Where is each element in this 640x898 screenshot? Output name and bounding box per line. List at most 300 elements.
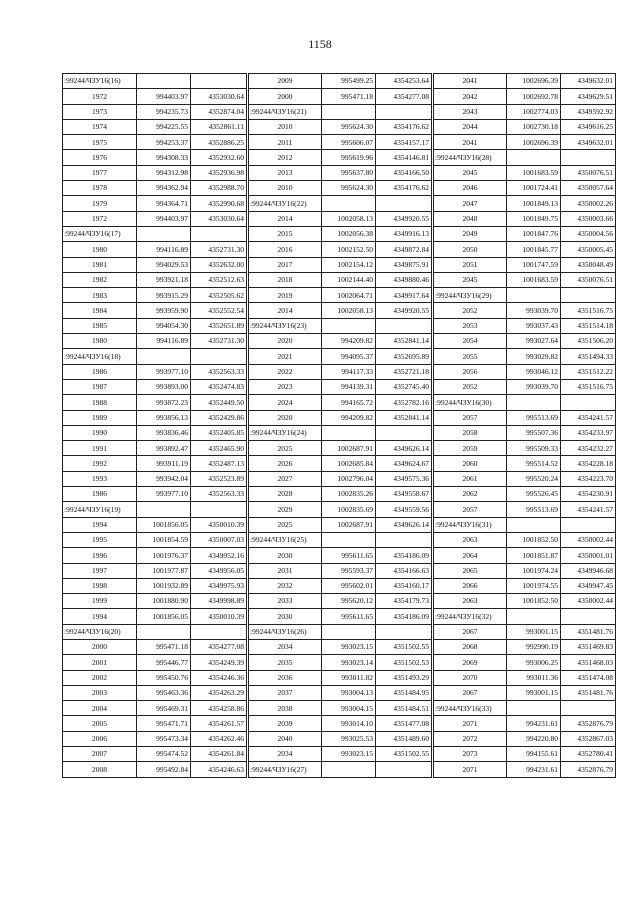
point-number-cell: 2071 bbox=[433, 762, 507, 777]
x-coordinate-cell: 994029.53 bbox=[137, 257, 191, 272]
y-coordinate-cell: 4354249.39 bbox=[191, 655, 248, 670]
y-coordinate-cell: 4354277.08 bbox=[191, 639, 248, 654]
point-number-cell: 2039 bbox=[248, 716, 322, 731]
point-number-cell: 2049 bbox=[433, 226, 507, 241]
x-coordinate-cell: 993037.43 bbox=[507, 318, 561, 333]
y-coordinate-cell: 4349946.68 bbox=[561, 563, 616, 578]
point-number-cell: 2052 bbox=[433, 303, 507, 318]
x-coordinate-cell: 993911.19 bbox=[137, 456, 191, 471]
table-row bbox=[63, 211, 616, 226]
table-row bbox=[63, 655, 616, 670]
table-row bbox=[63, 548, 616, 563]
point-number-cell: 2066 bbox=[433, 578, 507, 593]
table-row bbox=[63, 594, 616, 609]
x-coordinate-cell: 993027.64 bbox=[507, 334, 561, 349]
point-number-cell: 2061 bbox=[433, 471, 507, 486]
x-coordinate-cell: 993006.25 bbox=[507, 655, 561, 670]
y-coordinate-cell: 4354253.64 bbox=[376, 74, 433, 89]
empty-cell bbox=[322, 318, 376, 333]
x-coordinate-cell: 993892.47 bbox=[137, 441, 191, 456]
y-coordinate-cell: 4351469.83 bbox=[561, 639, 616, 654]
point-number-cell: 2067 bbox=[433, 624, 507, 639]
x-coordinate-cell: 994116.89 bbox=[137, 334, 191, 349]
point-number-cell: 1977 bbox=[63, 165, 137, 180]
y-coordinate-cell: 4349875.91 bbox=[376, 257, 433, 272]
y-coordinate-cell: 4349575.36 bbox=[376, 471, 433, 486]
table-row bbox=[63, 639, 616, 654]
point-number-cell: 2038 bbox=[248, 701, 322, 716]
parcel-header-cell: :99244/ЧЗУ16(29) bbox=[433, 288, 507, 303]
y-coordinate-cell: 4352874.04 bbox=[191, 104, 248, 119]
y-coordinate-cell: 4352632.00 bbox=[191, 257, 248, 272]
x-coordinate-cell: 994225.55 bbox=[137, 119, 191, 134]
point-number-cell: 2012 bbox=[248, 150, 322, 165]
x-coordinate-cell: 1002774.03 bbox=[507, 104, 561, 119]
table-row bbox=[63, 624, 616, 639]
parcel-header-cell: :99244/ЧЗУ16(19) bbox=[63, 502, 137, 517]
x-coordinate-cell: 994364.71 bbox=[137, 196, 191, 211]
x-coordinate-cell: 994165.72 bbox=[322, 395, 376, 410]
point-number-cell: 2019 bbox=[248, 288, 322, 303]
table-row bbox=[63, 165, 616, 180]
x-coordinate-cell: 995637.80 bbox=[322, 165, 376, 180]
point-number-cell: 2025 bbox=[248, 441, 322, 456]
point-number-cell: 2034 bbox=[248, 639, 322, 654]
x-coordinate-cell: 1001852.50 bbox=[507, 594, 561, 609]
point-number-cell: 2063 bbox=[433, 532, 507, 547]
table-row bbox=[63, 762, 616, 777]
point-number-cell: 2000 bbox=[248, 89, 322, 104]
y-coordinate-cell: 4352936.98 bbox=[191, 165, 248, 180]
y-coordinate-cell: 4352731.30 bbox=[191, 242, 248, 257]
x-coordinate-cell: 995520.24 bbox=[507, 471, 561, 486]
x-coordinate-cell: 993942.04 bbox=[137, 471, 191, 486]
x-coordinate-cell: 995602.01 bbox=[322, 578, 376, 593]
point-number-cell: 2002 bbox=[63, 670, 137, 685]
table-row bbox=[63, 487, 616, 502]
empty-cell bbox=[376, 624, 433, 639]
y-coordinate-cell: 4352465.90 bbox=[191, 441, 248, 456]
y-coordinate-cell: 4352512.63 bbox=[191, 272, 248, 287]
point-number-cell: 1981 bbox=[63, 257, 137, 272]
x-coordinate-cell: 993915.29 bbox=[137, 288, 191, 303]
y-coordinate-cell: 4354262.46 bbox=[191, 731, 248, 746]
x-coordinate-cell: 994117.33 bbox=[322, 364, 376, 379]
x-coordinate-cell: 994231.61 bbox=[507, 716, 561, 731]
empty-cell bbox=[137, 624, 191, 639]
y-coordinate-cell: 4351516.75 bbox=[561, 379, 616, 394]
parcel-header-cell: :99244/ЧЗУ16(30) bbox=[433, 395, 507, 410]
table-row bbox=[63, 441, 616, 456]
point-number-cell: 2014 bbox=[248, 303, 322, 318]
y-coordinate-cell: 4352505.62 bbox=[191, 288, 248, 303]
x-coordinate-cell: 1002058.13 bbox=[322, 303, 376, 318]
point-number-cell: 2034 bbox=[248, 747, 322, 762]
y-coordinate-cell: 4352782.16 bbox=[376, 395, 433, 410]
x-coordinate-cell: 993977.10 bbox=[137, 364, 191, 379]
point-number-cell: 2073 bbox=[433, 747, 507, 762]
y-coordinate-cell: 4352861.11 bbox=[191, 119, 248, 134]
y-coordinate-cell: 4352886.25 bbox=[191, 135, 248, 150]
point-number-cell: 2060 bbox=[433, 456, 507, 471]
x-coordinate-cell: 1001724.41 bbox=[507, 181, 561, 196]
x-coordinate-cell: 994220.80 bbox=[507, 731, 561, 746]
point-number-cell: 2046 bbox=[433, 181, 507, 196]
y-coordinate-cell: 4352867.03 bbox=[561, 731, 616, 746]
y-coordinate-cell: 4354176.62 bbox=[376, 119, 433, 134]
empty-cell bbox=[191, 502, 248, 517]
x-coordinate-cell: 993921.18 bbox=[137, 272, 191, 287]
y-coordinate-cell: 4351477.08 bbox=[376, 716, 433, 731]
x-coordinate-cell: 995446.77 bbox=[137, 655, 191, 670]
y-coordinate-cell: 4349592.92 bbox=[561, 104, 616, 119]
point-number-cell: 1999 bbox=[63, 594, 137, 609]
parcel-header-cell: :99244/ЧЗУ16(20) bbox=[63, 624, 137, 639]
x-coordinate-cell: 994403.97 bbox=[137, 89, 191, 104]
point-number-cell: 2025 bbox=[248, 517, 322, 532]
x-coordinate-cell: 993029.82 bbox=[507, 349, 561, 364]
page-number: 1158 bbox=[308, 37, 332, 51]
x-coordinate-cell: 1002796.04 bbox=[322, 471, 376, 486]
point-number-cell: 2053 bbox=[433, 318, 507, 333]
y-coordinate-cell: 4349632.01 bbox=[561, 135, 616, 150]
x-coordinate-cell: 1001856.05 bbox=[137, 609, 191, 624]
point-number-cell: 1974 bbox=[63, 119, 137, 134]
parcel-header-cell: :99244/ЧЗУ16(26) bbox=[248, 624, 322, 639]
y-coordinate-cell: 4352552.54 bbox=[191, 303, 248, 318]
y-coordinate-cell: 4349616.25 bbox=[561, 119, 616, 134]
point-number-cell: 2010 bbox=[248, 181, 322, 196]
empty-cell bbox=[507, 701, 561, 716]
point-number-cell: 1986 bbox=[63, 487, 137, 502]
table-row bbox=[63, 517, 616, 532]
y-coordinate-cell: 4349559.56 bbox=[376, 502, 433, 517]
y-coordinate-cell: 4354258.86 bbox=[191, 701, 248, 716]
table-row bbox=[63, 226, 616, 241]
y-coordinate-cell: 4354176.62 bbox=[376, 181, 433, 196]
y-coordinate-cell: 4351468.03 bbox=[561, 655, 616, 670]
point-number-cell: 2045 bbox=[433, 272, 507, 287]
x-coordinate-cell: 1001856.05 bbox=[137, 517, 191, 532]
point-number-cell: 2052 bbox=[433, 379, 507, 394]
y-coordinate-cell: 4350002.44 bbox=[561, 532, 616, 547]
y-coordinate-cell: 4354166.50 bbox=[376, 165, 433, 180]
point-number-cell: 1988 bbox=[63, 395, 137, 410]
point-number-cell: 2035 bbox=[248, 655, 322, 670]
x-coordinate-cell: 995474.52 bbox=[137, 747, 191, 762]
x-coordinate-cell: 995507.36 bbox=[507, 425, 561, 440]
x-coordinate-cell: 1001847.76 bbox=[507, 226, 561, 241]
x-coordinate-cell: 995624.30 bbox=[322, 181, 376, 196]
point-number-cell: 2056 bbox=[433, 364, 507, 379]
x-coordinate-cell: 1002730.18 bbox=[507, 119, 561, 134]
y-coordinate-cell: 4354157.17 bbox=[376, 135, 433, 150]
x-coordinate-cell: 995513.69 bbox=[507, 410, 561, 425]
empty-cell bbox=[561, 609, 616, 624]
table-row bbox=[63, 272, 616, 287]
point-number-cell: 2069 bbox=[433, 655, 507, 670]
parcel-header-cell: :99244/ЧЗУ16(25) bbox=[248, 532, 322, 547]
y-coordinate-cell: 4351484.51 bbox=[376, 701, 433, 716]
point-number-cell: 2072 bbox=[433, 731, 507, 746]
point-number-cell: 1996 bbox=[63, 548, 137, 563]
x-coordinate-cell: 995509.33 bbox=[507, 441, 561, 456]
table-row bbox=[63, 716, 616, 731]
point-number-cell: 2020 bbox=[248, 410, 322, 425]
empty-cell bbox=[322, 624, 376, 639]
x-coordinate-cell: 995463.36 bbox=[137, 685, 191, 700]
y-coordinate-cell: 4354186.09 bbox=[376, 609, 433, 624]
parcel-header-cell: :99244/ЧЗУ16(31) bbox=[433, 517, 507, 532]
table-row bbox=[63, 731, 616, 746]
point-number-cell: 1987 bbox=[63, 379, 137, 394]
x-coordinate-cell: 995471.18 bbox=[137, 639, 191, 654]
y-coordinate-cell: 4354179.73 bbox=[376, 594, 433, 609]
point-number-cell: 2055 bbox=[433, 349, 507, 364]
y-coordinate-cell: 4351481.76 bbox=[561, 685, 616, 700]
parcel-header-cell: :99244/ЧЗУ16(28) bbox=[433, 150, 507, 165]
x-coordinate-cell: 993004.13 bbox=[322, 685, 376, 700]
parcel-header-cell: :99244/ЧЗУ16(23) bbox=[248, 318, 322, 333]
point-number-cell: 2050 bbox=[433, 242, 507, 257]
x-coordinate-cell: 1001849.13 bbox=[507, 196, 561, 211]
table-row bbox=[63, 471, 616, 486]
y-coordinate-cell: 4354246.63 bbox=[191, 762, 248, 777]
y-coordinate-cell: 4352876.79 bbox=[561, 762, 616, 777]
y-coordinate-cell: 4350002.44 bbox=[561, 594, 616, 609]
empty-cell bbox=[322, 104, 376, 119]
y-coordinate-cell: 4349917.64 bbox=[376, 288, 433, 303]
table-row bbox=[63, 74, 616, 89]
table-row bbox=[63, 288, 616, 303]
table-row bbox=[63, 257, 616, 272]
table-row bbox=[63, 532, 616, 547]
y-coordinate-cell: 4354228.18 bbox=[561, 456, 616, 471]
y-coordinate-cell: 4354232.27 bbox=[561, 441, 616, 456]
y-coordinate-cell: 4353030.64 bbox=[191, 89, 248, 104]
table-row bbox=[63, 303, 616, 318]
table-row bbox=[63, 609, 616, 624]
point-number-cell: 1976 bbox=[63, 150, 137, 165]
y-coordinate-cell: 4350057.64 bbox=[561, 181, 616, 196]
table-row bbox=[63, 563, 616, 578]
point-number-cell: 2051 bbox=[433, 257, 507, 272]
point-number-cell: 2040 bbox=[248, 731, 322, 746]
x-coordinate-cell: 1001683.59 bbox=[507, 165, 561, 180]
empty-cell bbox=[561, 701, 616, 716]
point-number-cell: 2018 bbox=[248, 272, 322, 287]
x-coordinate-cell: 1002696.39 bbox=[507, 74, 561, 89]
parcel-header-cell: :99244/ЧЗУ16(18) bbox=[63, 349, 137, 364]
table-row bbox=[63, 318, 616, 333]
y-coordinate-cell: 4354230.91 bbox=[561, 487, 616, 502]
y-coordinate-cell: 4352731.30 bbox=[191, 334, 248, 349]
x-coordinate-cell: 994403.97 bbox=[137, 211, 191, 226]
point-number-cell: 1986 bbox=[63, 364, 137, 379]
y-coordinate-cell: 4354146.81 bbox=[376, 150, 433, 165]
point-number-cell: 2064 bbox=[433, 548, 507, 563]
parcel-header-cell: :99244/ЧЗУ16(16) bbox=[63, 74, 137, 89]
y-coordinate-cell: 4354246.36 bbox=[191, 670, 248, 685]
y-coordinate-cell: 4354186.09 bbox=[376, 548, 433, 563]
point-number-cell: 2027 bbox=[248, 471, 322, 486]
y-coordinate-cell: 4354223.70 bbox=[561, 471, 616, 486]
y-coordinate-cell: 4349998.89 bbox=[191, 594, 248, 609]
y-coordinate-cell: 4354277.08 bbox=[376, 89, 433, 104]
y-coordinate-cell: 4352932.60 bbox=[191, 150, 248, 165]
y-coordinate-cell: 4349920.55 bbox=[376, 211, 433, 226]
point-number-cell: 1990 bbox=[63, 425, 137, 440]
x-coordinate-cell: 1001977.87 bbox=[137, 563, 191, 578]
empty-cell bbox=[507, 517, 561, 532]
x-coordinate-cell: 993959.90 bbox=[137, 303, 191, 318]
y-coordinate-cell: 4352563.33 bbox=[191, 487, 248, 502]
y-coordinate-cell: 4352780.41 bbox=[561, 747, 616, 762]
y-coordinate-cell: 4352876.79 bbox=[561, 716, 616, 731]
y-coordinate-cell: 4349626.14 bbox=[376, 517, 433, 532]
parcel-header-cell: :99244/ЧЗУ16(22) bbox=[248, 196, 322, 211]
point-number-cell: 1972 bbox=[63, 211, 137, 226]
x-coordinate-cell: 993023.14 bbox=[322, 655, 376, 670]
point-number-cell: 2020 bbox=[248, 334, 322, 349]
x-coordinate-cell: 1002058.13 bbox=[322, 211, 376, 226]
point-number-cell: 1982 bbox=[63, 272, 137, 287]
y-coordinate-cell: 4352695.89 bbox=[376, 349, 433, 364]
x-coordinate-cell: 993836.46 bbox=[137, 425, 191, 440]
point-number-cell: 1980 bbox=[63, 242, 137, 257]
point-number-cell: 1972 bbox=[63, 89, 137, 104]
table-row bbox=[63, 685, 616, 700]
point-number-cell: 2010 bbox=[248, 119, 322, 134]
x-coordinate-cell: 994235.73 bbox=[137, 104, 191, 119]
point-number-cell: 2041 bbox=[433, 135, 507, 150]
empty-cell bbox=[191, 226, 248, 241]
empty-cell bbox=[507, 395, 561, 410]
y-coordinate-cell: 4354166.63 bbox=[376, 563, 433, 578]
x-coordinate-cell: 1002835.69 bbox=[322, 502, 376, 517]
table-row bbox=[63, 334, 616, 349]
x-coordinate-cell: 1002056.38 bbox=[322, 226, 376, 241]
y-coordinate-cell: 4349626.14 bbox=[376, 441, 433, 456]
x-coordinate-cell: 995450.76 bbox=[137, 670, 191, 685]
x-coordinate-cell: 995619.96 bbox=[322, 150, 376, 165]
point-number-cell: 2054 bbox=[433, 334, 507, 349]
empty-cell bbox=[322, 762, 376, 777]
x-coordinate-cell: 995620.12 bbox=[322, 594, 376, 609]
x-coordinate-cell: 1002154.12 bbox=[322, 257, 376, 272]
y-coordinate-cell: 4350010.39 bbox=[191, 517, 248, 532]
point-number-cell: 2028 bbox=[248, 487, 322, 502]
x-coordinate-cell: 994116.89 bbox=[137, 242, 191, 257]
x-coordinate-cell: 995514.52 bbox=[507, 456, 561, 471]
point-number-cell: 1979 bbox=[63, 196, 137, 211]
parcel-header-cell: :99244/ЧЗУ16(21) bbox=[248, 104, 322, 119]
x-coordinate-cell: 1001747.59 bbox=[507, 257, 561, 272]
y-coordinate-cell: 4352405.85 bbox=[191, 425, 248, 440]
point-number-cell: 2008 bbox=[63, 762, 137, 777]
table-row bbox=[63, 364, 616, 379]
x-coordinate-cell: 994209.82 bbox=[322, 334, 376, 349]
x-coordinate-cell: 995513.69 bbox=[507, 502, 561, 517]
point-number-cell: 2057 bbox=[433, 410, 507, 425]
table-row bbox=[63, 89, 616, 104]
x-coordinate-cell: 994312.98 bbox=[137, 165, 191, 180]
empty-cell bbox=[191, 74, 248, 89]
x-coordinate-cell: 993856.13 bbox=[137, 410, 191, 425]
point-number-cell: 1980 bbox=[63, 334, 137, 349]
y-coordinate-cell: 4351489.60 bbox=[376, 731, 433, 746]
table-row bbox=[63, 456, 616, 471]
x-coordinate-cell: 1001976.37 bbox=[137, 548, 191, 563]
y-coordinate-cell: 4352487.13 bbox=[191, 456, 248, 471]
x-coordinate-cell: 1001845.77 bbox=[507, 242, 561, 257]
point-number-cell: 2059 bbox=[433, 441, 507, 456]
y-coordinate-cell: 4350076.51 bbox=[561, 272, 616, 287]
point-number-cell: 1989 bbox=[63, 410, 137, 425]
y-coordinate-cell: 4351484.95 bbox=[376, 685, 433, 700]
y-coordinate-cell: 4349947.45 bbox=[561, 578, 616, 593]
point-number-cell: 2071 bbox=[433, 716, 507, 731]
x-coordinate-cell: 1001683.59 bbox=[507, 272, 561, 287]
point-number-cell: 2015 bbox=[248, 226, 322, 241]
empty-cell bbox=[322, 196, 376, 211]
empty-cell bbox=[376, 196, 433, 211]
y-coordinate-cell: 4351493.29 bbox=[376, 670, 433, 685]
point-number-cell: 2032 bbox=[248, 578, 322, 593]
x-coordinate-cell: 994253.37 bbox=[137, 135, 191, 150]
x-coordinate-cell: 993872.23 bbox=[137, 395, 191, 410]
point-number-cell: 2000 bbox=[63, 639, 137, 654]
x-coordinate-cell: 993001.15 bbox=[507, 624, 561, 639]
y-coordinate-cell: 4352988.70 bbox=[191, 181, 248, 196]
point-number-cell: 2017 bbox=[248, 257, 322, 272]
point-number-cell: 2013 bbox=[248, 165, 322, 180]
point-number-cell: 1973 bbox=[63, 104, 137, 119]
x-coordinate-cell: 1001974.24 bbox=[507, 563, 561, 578]
table-row bbox=[63, 747, 616, 762]
point-number-cell: 1978 bbox=[63, 181, 137, 196]
x-coordinate-cell: 1001880.90 bbox=[137, 594, 191, 609]
x-coordinate-cell: 995606.07 bbox=[322, 135, 376, 150]
x-coordinate-cell: 993046.12 bbox=[507, 364, 561, 379]
x-coordinate-cell: 993039.70 bbox=[507, 303, 561, 318]
point-number-cell: 2041 bbox=[433, 74, 507, 89]
x-coordinate-cell: 1001974.55 bbox=[507, 578, 561, 593]
y-coordinate-cell: 4350007.03 bbox=[191, 532, 248, 547]
x-coordinate-cell: 1001852.50 bbox=[507, 532, 561, 547]
y-coordinate-cell: 4354261.84 bbox=[191, 747, 248, 762]
table-row bbox=[63, 670, 616, 685]
x-coordinate-cell: 993025.53 bbox=[322, 731, 376, 746]
empty-cell bbox=[561, 517, 616, 532]
point-number-cell: 2011 bbox=[248, 135, 322, 150]
y-coordinate-cell: 4349632.01 bbox=[561, 74, 616, 89]
y-coordinate-cell: 4354241.57 bbox=[561, 502, 616, 517]
table-row bbox=[63, 181, 616, 196]
x-coordinate-cell: 994209.82 bbox=[322, 410, 376, 425]
x-coordinate-cell: 1002687.91 bbox=[322, 441, 376, 456]
x-coordinate-cell: 1002685.84 bbox=[322, 456, 376, 471]
y-coordinate-cell: 4350076.51 bbox=[561, 165, 616, 180]
x-coordinate-cell: 994362.94 bbox=[137, 181, 191, 196]
y-coordinate-cell: 4350005.45 bbox=[561, 242, 616, 257]
x-coordinate-cell: 993014.10 bbox=[322, 716, 376, 731]
y-coordinate-cell: 4352745.40 bbox=[376, 379, 433, 394]
x-coordinate-cell: 995624.30 bbox=[322, 119, 376, 134]
x-coordinate-cell: 994095.37 bbox=[322, 349, 376, 364]
y-coordinate-cell: 4351494.33 bbox=[561, 349, 616, 364]
y-coordinate-cell: 4351514.18 bbox=[561, 318, 616, 333]
